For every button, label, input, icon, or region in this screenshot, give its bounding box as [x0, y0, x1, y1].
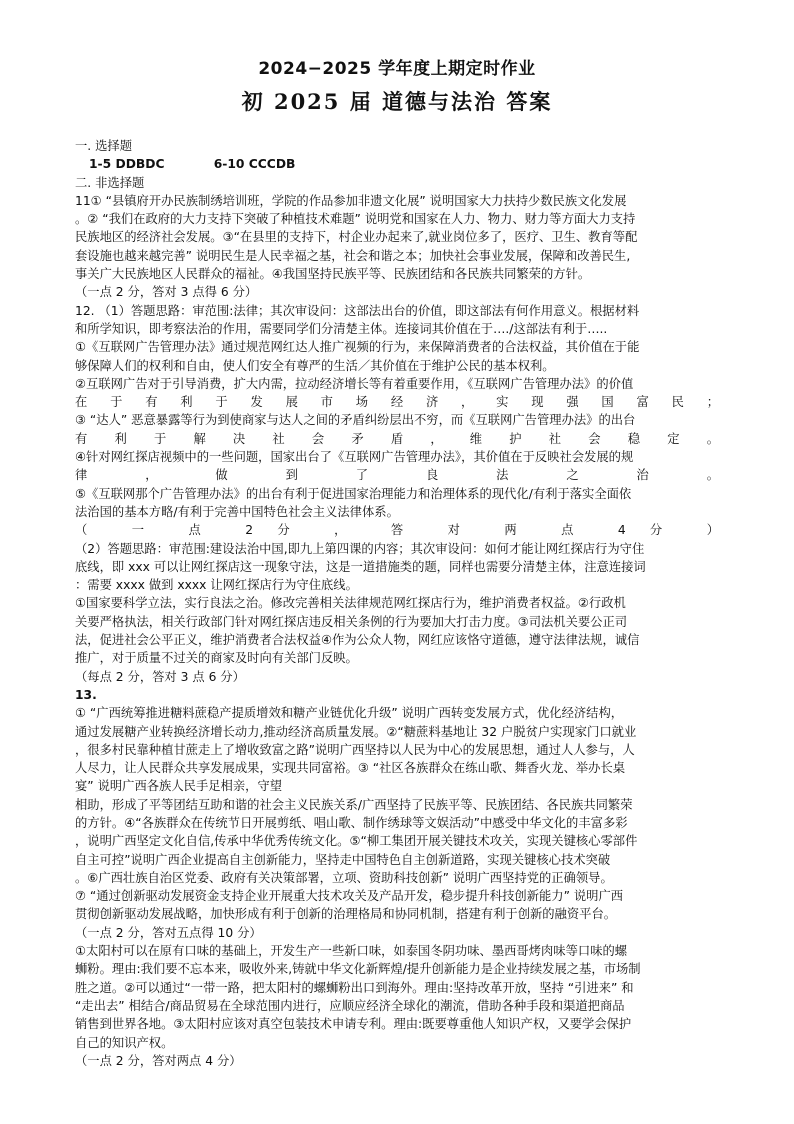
q13-line: 。⑥广西壮族自治区党委、政府有关决策部署，立项、资助科技创新” 说明广西坚持党的正确领导。 [75, 870, 613, 885]
q13-line: 自主可控”说明广西企业提高自主创新能力，坚持走中国特色自主创新道路，实现关键核心技术突破 [75, 852, 611, 867]
q13-line: 销售到世界各地。③太阳村应该对真空包装技术申请专利。理由:既要尊重他人知识产权，又要学会保护 [75, 1017, 632, 1032]
q13-line: ，说明广西坚定文化自信,传承中华优秀传统文化。⑤“柳工集团开展关键技术攻关，实现关键核心零部件 [75, 834, 638, 849]
q11-line: 11① “县镇府开办民族制绣培训班，学院的作品参加非遗文化展” 说明国家大力扶持少数民族文化发展 [75, 193, 627, 208]
q12-line: ①《互联网广告管理办法》通过规范网红达人推广视频的行为，来保障消费者的合法权益，其价值在于能 [75, 340, 640, 355]
q12-line: ③ “达人” 恶意暴露等行为到使商家与达人之间的矛盾纠纷层出不穷，而《互联网广告管理办法》的出台 [75, 413, 636, 428]
q12-line: ④针对网红探店视频中的一些问题，国家出台了《互联网广告管理办法》，其价值在于反映社会发展的规 [75, 450, 634, 465]
q13-line: 人尽力，让人民群众共享发展成果，实现共同富裕。③ “社区各族群众在练山歌、舞香火龙、举办长桌 [75, 761, 626, 776]
q13-line: 宴” 说明广西各族人民手足相亲，守望 [75, 779, 283, 794]
document-title-line1: 2024−2025 学年度上期定时作业 [258, 59, 536, 79]
q12-line: 12. （1）答题思路：审范围:法律；其次审设问：这部法出台的价值，即这部法有何作用意义。根据材料 [75, 303, 640, 318]
q12-line: 有 利 于 解 决 社 会 矛 盾 ， 维 护 社 会 稳 定 。 [75, 431, 719, 446]
q12-line: 够保障人们的权利和自由，使人们安全有尊严的生活／其价值在于维护公民的基本权利。 [75, 358, 555, 373]
q13-line: 相助，形成了平等团结互助和谐的社会主义民族关系/广西坚持了民族平等、民族团结、各民族共同繁荣 [75, 797, 633, 812]
q12-line: 在 于 有 利 于 发 展 市 场 经 济 ， 实 现 强 国 富 民 ； [75, 395, 719, 410]
q13-line: 胜之道。②可以通过“一带一路，把太阳村的螺蛳粉出口到海外。理由:坚持改革开放，坚持 “引进来” 和 [75, 980, 634, 995]
q11-line: 。② “我们在政府的大力支持下突破了种植技术难题” 说明党和国家在人力、物力、财力等方面大力支持 [75, 212, 636, 227]
q11-line: 民族地区的经济社会发展。③“在县里的支持下，村企业办起来了,就业岗位多了，医疗、卫生、教育等配 [75, 230, 638, 245]
q13-line: ①太阳村可以在原有口味的基础上，开发生产一些新口味，如泰国冬阴功味、墨西哥烤肉味等口味的螺 [75, 944, 628, 959]
q12-line: ②互联网广告对于引导消费，扩大内需，拉动经济增长等有着重要作用，《互联网广告管理办法》的价值 [75, 376, 634, 391]
q13-line: 自己的知识产权。 [75, 1035, 174, 1050]
q12-line: 关要严格执法，相关行政部门针对网红探店违反相关条例的行为要加大打击力度。③司法机关要公正司 [75, 614, 628, 629]
answer-content [75, 137, 719, 1070]
q12-line: ⑤《互联网那个广告管理办法》的出台有利于促进国家治理能力和治理体系的现代化/有利于落实全面依 [75, 486, 632, 501]
q12-line: 法，促进社会公平正义，维护消费者合法权益④作为公众人物，网红应该恪守道德，遵守法律法规，诚信 [75, 633, 640, 648]
q12-line: 推广，对于质量不过关的商家及时向有关部门反映。 [75, 651, 358, 666]
document-title-line2: 初 2025 届 道德与法治 答案 [241, 89, 553, 114]
q12-line: 律 ， 做 到 了 良 法 之 治 。 [75, 468, 719, 483]
q12-score-note: （每点 2 分，答对 3 点 6 分） [75, 669, 245, 684]
q12-line: 底线，即 xxx 可以让网红探店这一现象守法，这是一道措施类的题，同样也需要分清楚主体，注意连接词 [75, 559, 646, 574]
q12-line: ①国家要科学立法，实行良法之治。修改完善相关法律规范网红探店行为，维护消费者权益。②行政机 [75, 596, 626, 611]
q12-line: （2）答题思路：审范围:建设法治中国,即九上第四课的内容；其次审设问：如何才能让网红探店行为守住 [75, 541, 645, 556]
q13-line: 贯彻创新驱动发展战略，加快形成有利于创新的治理格局和协同机制，搭建有利于创新的融资平台。 [75, 907, 617, 922]
q13-line: “走出去” 相结合/商品贸易在全球范围内进行，应顺应经济全球化的潮流，借助各种手段和渠道把商品 [75, 998, 625, 1013]
q13-line: ⑦ “通过创新驱动发展资金支持企业开展重大技术攻关及产品开发，稳步提升科技创新能力” 说明广西 [75, 889, 624, 904]
q12-line: ：需要 xxxx 做到 xxxx 让网红探店行为守住底线。 [75, 578, 358, 593]
q13-line: 通过发展糖产业转换经济增长动力,推动经济高质量发展。②“糖蔗料基地让 32 户脱贫户实现家门口就业 [75, 724, 637, 739]
q13-score-note: （一点 2 分，答对两点 4 分） [75, 1053, 242, 1068]
q11-score-note: （一点 2 分，答对 3 点得 6 分） [75, 285, 258, 300]
q13-number: 13. [75, 687, 97, 702]
q11-line: 套设施也越来越完善” 说明民生是人民幸福之基，社会和谐之本；加快社会事业发展，保障和改善民生, [75, 248, 631, 263]
section-heading-nonchoice: 二. 非选择题 [75, 175, 145, 190]
q12-line: 法治国的基本方略/有利于完善中国特色社会主义法律体系。 [75, 504, 399, 519]
q13-line: 的方针。④“各族群众在传统节日开展剪纸、唱山歌、制作绣球等文娱活动”中感受中华文化的丰富多彩 [75, 815, 628, 830]
q12-line: 和所学知识，即考察法治的作用，需要同学们分清楚主体。连接词其价值在于…./这部法有利于….. [75, 321, 608, 336]
q13-line: ① “广西统筹推进糖料蔗稳产提质增效和糖产业链优化升级” 说明广西转变发展方式，优化经济结构， [75, 706, 624, 721]
q13-line: ，很多村民靠种植甘蔗走上了增收致富之路”说明广西坚持以人民为中心的发展思想，通过人人参与，人 [75, 742, 635, 757]
q11-line: 事关广大民族地区人民群众的福祉。④我国坚持民族平等、民族团结和各民族共同繁荣的方针。 [75, 267, 591, 282]
q12-score-note: （ 一 点 2 分 ， 答 对 两 点 4 分 ） [75, 523, 719, 538]
section-heading-choice: 一. 选择题 [75, 139, 133, 153]
q13-score-note: （一点 2 分，答对五点得 10 分） [75, 925, 262, 940]
choice-answers: 1-5 DDBDC 6-10 CCCDB [89, 157, 296, 172]
q13-line: 蛳粉。理由:我们要不忘本来，吸收外来,铸就中华文化新辉煌/提升创新能力是企业持续发展之基，市场制 [75, 962, 641, 977]
